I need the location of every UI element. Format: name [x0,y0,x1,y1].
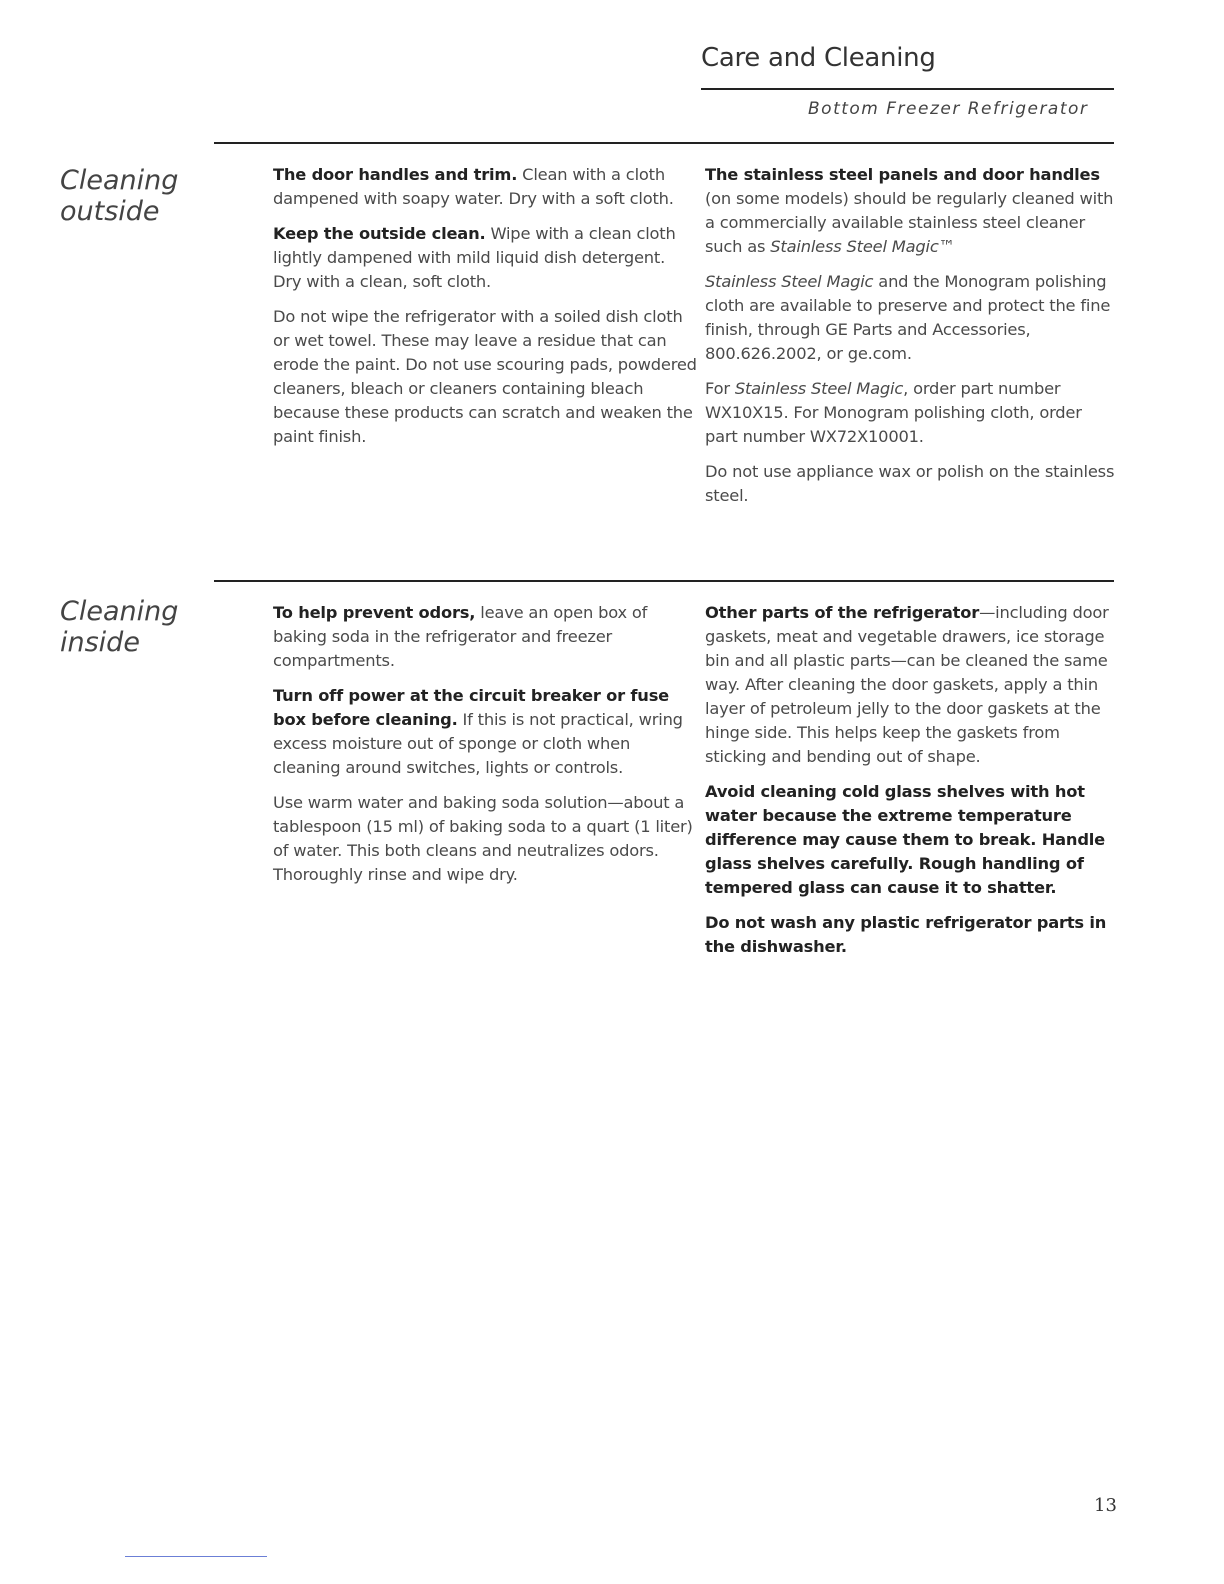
keep-outside-clean-heading: Keep the outside clean. [273,224,486,243]
glass-shelves-warning: Avoid cleaning cold glass shelves with hot water because the extreme temperature difference may cause them to break. Handle glass shelves carefully. Rough handling of tempered glass can cause it to shatter. [705,782,1105,897]
section-title-cleaning-inside [60,596,178,658]
prevent-odors-heading: To help prevent odors, [273,603,476,622]
section-title-line1: Cleaning [60,165,179,196]
page-subtitle: Bottom Freezer Refrigerator [808,99,1089,119]
outside-left-column [273,163,698,460]
inside-left-column [273,601,698,898]
stainless-steel-heading: The stainless steel panels and door handles [705,165,1100,184]
turn-off-power-paragraph: Turn off power at the circuit breaker or fuse box before cleaning. If this is not practical, wring excess moisture out of sponge or cloth when cleaning around switches, lights or controls. [273,686,683,777]
section-divider-outside [214,142,1114,144]
dishwasher-warning: Do not wash any plastic refrigerator parts in the dishwasher. [705,913,1107,956]
baking-soda-solution-paragraph: Use warm water and baking soda solution—about a tablespoon (15 ml) of baking soda to a quart (1 liter) of water. This both cleans and neutralizes odors. Thoroughly rinse and wipe dry. [273,793,693,884]
inside-right-column [705,601,1115,970]
other-parts-paragraph: Other parts of the refrigerator—including door gaskets, meat and vegetable drawers, ice storage bin and all plastic parts—can be cleaned the same way. After cleaning the door gaskets, apply a thin layer of petroleum jelly to the door gaskets at the hinge side. This helps keep the gaskets from sticking and bending out of shape. [705,603,1109,766]
page-title: Care and Cleaning [701,43,936,73]
door-handles-paragraph: The door handles and trim. Clean with a cloth dampened with soapy water. Dry with a soft cloth. [273,165,674,208]
no-wax-paragraph: Do not use appliance wax or polish on the stainless steel. [705,462,1115,505]
outside-right-column [705,163,1115,519]
section-title-line2: outside [60,196,160,227]
turn-off-power-heading: Turn off power at the circuit breaker or fuse box before cleaning. [273,686,670,729]
page-number: 13 [1094,1495,1117,1516]
section-title-cleaning-outside [60,165,178,227]
header-divider [701,88,1114,90]
door-handles-heading: The door handles and trim. [273,165,518,184]
section-title-line1: Cleaning [60,596,179,627]
stainless-steel-paragraph: The stainless steel panels and door handles (on some models) should be regularly cleaned with a commercially available stainless steel cleaner such as Stainless Steel Magic™ [705,165,1114,256]
soiled-cloth-warning-paragraph: Do not wipe the refrigerator with a soiled dish cloth or wet towel. These may leave a residue that can erode the paint. Do not use scouring pads, powdered cleaners, bleach or cleaners containing bleach because these products can scratch and weaken the paint finish. [273,307,697,446]
section-divider-inside [214,580,1114,582]
prevent-odors-paragraph: To help prevent odors, leave an open box of baking soda in the refrigerator and freezer compartments. [273,603,648,670]
other-parts-heading: Other parts of the refrigerator [705,603,980,622]
footer-line [125,1556,267,1557]
part-number-paragraph: For Stainless Steel Magic, order part number WX10X15. For Monogram polishing cloth, order part number WX72X10001. [705,379,1082,446]
monogram-cloth-paragraph: Stainless Steel Magic and the Monogram polishing cloth are available to preserve and protect the fine finish, through GE Parts and Accessories, 800.626.2002, or ge.com. [705,272,1111,363]
keep-outside-clean-paragraph: Keep the outside clean. Wipe with a clean cloth lightly dampened with mild liquid dish detergent. Dry with a clean, soft cloth. [273,224,676,291]
section-title-line2: inside [60,627,140,658]
